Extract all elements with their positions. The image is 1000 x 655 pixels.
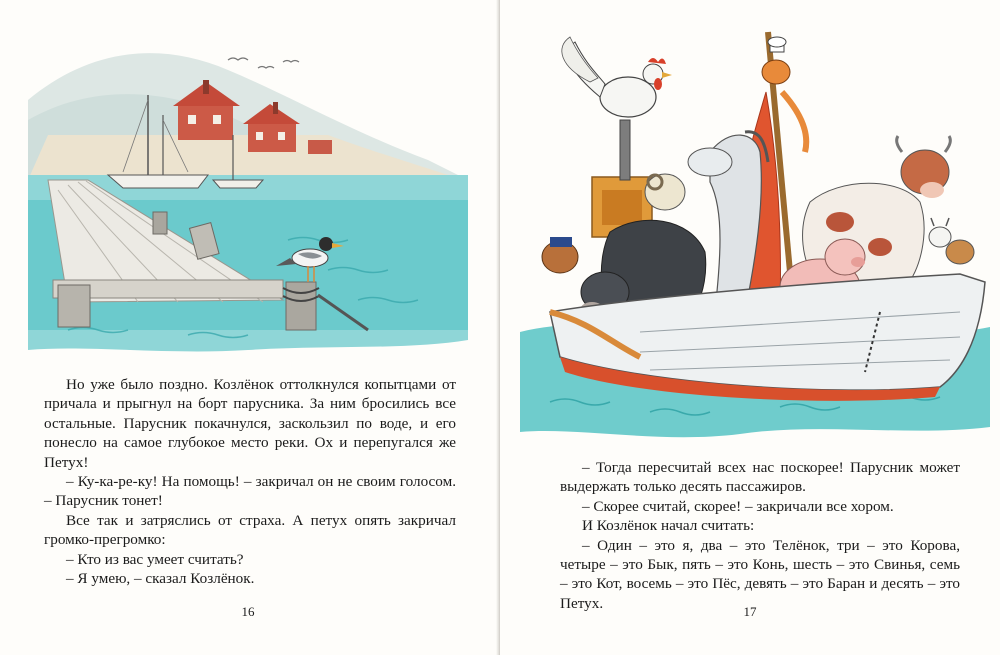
paragraph: – Скорее считай, скорее! – закричали все хором.: [582, 497, 894, 515]
right-page: [500, 0, 1000, 655]
paragraph: – Кто из вас умеет считать?: [66, 550, 244, 568]
harbor-illustration: [28, 40, 468, 370]
paragraph: – Тогда пересчитай всех нас поскорее! Парусник может выдержать только десять пассажиров.: [560, 459, 960, 496]
paragraph: – Я умею, – сказал Козлёнок.: [66, 570, 255, 588]
paragraph: Но уже было поздно. Козлёнок оттолкнулся копытцами от причала и прыгнул на борт парусника. За ним бросились все остальные. Парусник покачнулся, заскользил по воде, и его понесло на самое глубокое место реки. Ох и перепугался же Петух!: [44, 376, 456, 471]
paragraph: И Козлёнок начал считать:: [582, 517, 755, 535]
page-number-right: 17: [743, 604, 757, 619]
left-page-text: [44, 375, 456, 588]
page-number-left: 16: [241, 604, 255, 619]
calf: [946, 240, 974, 264]
goat-kid: [929, 218, 951, 247]
paragraph: – Один – это я, два – это Телёнок, три – это Корова, четыре – это Бык, пять – это Конь, шесть – это Свинья, семь – это Кот, восемь – это Пёс, девять – это Баран и десять – это Петух.: [560, 536, 960, 612]
boat-animals-illustration: [520, 12, 990, 442]
dog: [542, 237, 578, 273]
right-page-text: [560, 458, 960, 613]
paragraph: – Ку-ка-ре-ку! На помощь! – закричал он не своим голосом. – Парусник тонет!: [44, 473, 456, 510]
rooster: [562, 37, 672, 117]
paragraph: Все так и затряслись от страха. А петух опять закричал громко-прегромко:: [44, 511, 456, 549]
ram: [645, 174, 685, 210]
